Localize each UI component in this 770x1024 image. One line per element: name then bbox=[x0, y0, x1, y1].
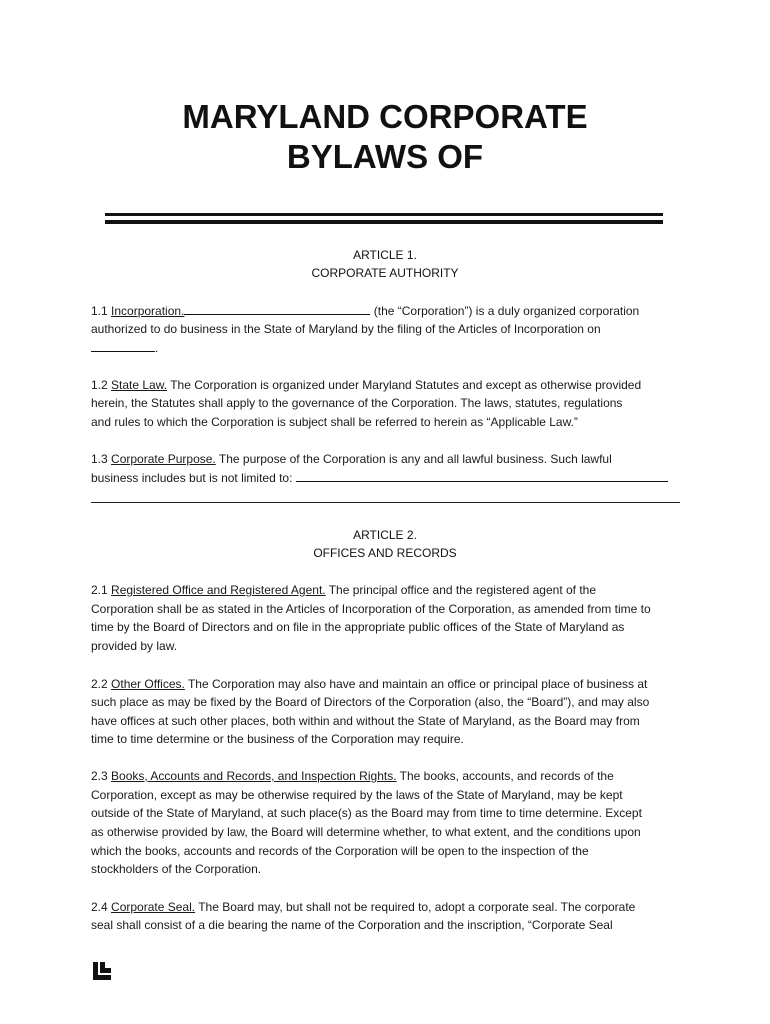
business-purpose-blank-line[interactable] bbox=[91, 502, 680, 503]
article-2-heading: OFFICES AND RECORDS bbox=[313, 546, 457, 560]
section-label: Other Offices. bbox=[111, 677, 185, 691]
section-2-4-line-1 bbox=[91, 899, 635, 915]
section-label: Corporate Purpose. bbox=[111, 452, 216, 466]
section-text: (the “Corporation”) is a duly organized corporation bbox=[370, 304, 640, 318]
section-label: State Law. bbox=[111, 378, 168, 392]
incorporation-date-blank[interactable] bbox=[91, 340, 155, 352]
document-title-line-2: BYLAWS OF bbox=[286, 138, 484, 175]
corporation-name-blank[interactable] bbox=[184, 303, 370, 315]
section-1-2-line-1 bbox=[91, 377, 641, 393]
section-2-1-line-1 bbox=[91, 582, 596, 598]
section-2-3-line-3: outside of the State of Maryland, at such place(s) as the Board may from time to time determine. Except bbox=[91, 806, 642, 820]
section-number: 1.2 bbox=[91, 378, 108, 392]
section-1-1-line-1 bbox=[91, 303, 639, 319]
section-1-1-line-3 bbox=[91, 340, 158, 356]
section-2-3-line-2: Corporation, except as may be otherwise required by the laws of the State of Maryland, may be kept bbox=[91, 788, 623, 802]
section-text: The Corporation may also have and maintain an office or principal place of business at bbox=[184, 677, 648, 691]
section-text: The principal office and the registered agent of the bbox=[325, 583, 597, 597]
document-title-line-1: MARYLAND CORPORATE bbox=[182, 98, 588, 135]
section-text: business includes but is not limited to: bbox=[91, 471, 296, 485]
article-2-number: ARTICLE 2. bbox=[353, 528, 417, 542]
article-1-heading: CORPORATE AUTHORITY bbox=[311, 266, 459, 280]
section-2-1-line-4: provided by law. bbox=[91, 639, 178, 653]
section-2-3-line-4: as otherwise provided by law, the Board will determine whether, to what extent, and the conditions upon bbox=[91, 825, 641, 839]
section-1-2-line-2: herein, the Statutes shall apply to the governance of the Corporation. The laws, statutes, regulations bbox=[91, 396, 623, 410]
section-2-1-line-3: time by the Board of Directors and on file in the appropriate public offices of the State of Maryland as bbox=[91, 620, 625, 634]
section-text: The purpose of the Corporation is any and all lawful business. Such lawful bbox=[215, 452, 612, 466]
legal-templates-logo-icon bbox=[93, 962, 111, 980]
section-label: Incorporation. bbox=[111, 304, 185, 318]
section-label: Registered Office and Registered Agent. bbox=[111, 583, 326, 597]
section-2-2-line-4: time to time determine or the business of the Corporation may require. bbox=[91, 732, 464, 746]
section-label: Books, Accounts and Records, and Inspection Rights. bbox=[111, 769, 397, 783]
section-number: 1.3 bbox=[91, 452, 108, 466]
section-text: . bbox=[155, 341, 159, 355]
section-2-2-line-3: have offices at such other places, both within and without the State of Maryland, as the Board may from bbox=[91, 714, 640, 728]
section-2-3-line-1 bbox=[91, 768, 614, 784]
section-2-3-line-5: which the books, accounts and records of the Corporation will be open to the inspection of the bbox=[91, 844, 589, 858]
title-divider-bottom bbox=[105, 220, 663, 224]
section-1-2-line-3: and rules to which the Corporation is subject shall be referred to herein as “Applicable Law.” bbox=[91, 415, 578, 429]
section-2-4-line-2: seal shall consist of a die bearing the name of the Corporation and the inscription, “Corporate Seal bbox=[91, 918, 613, 932]
section-2-2-line-1 bbox=[91, 676, 647, 692]
section-2-3-line-6: stockholders of the Corporation. bbox=[91, 862, 262, 876]
section-1-1-line-2: authorized to do business in the State of Maryland by the filing of the Articles of Incorporation on bbox=[91, 322, 601, 336]
section-number: 2.2 bbox=[91, 677, 108, 691]
section-number: 2.4 bbox=[91, 900, 108, 914]
section-text: The books, accounts, and records of the bbox=[396, 769, 614, 783]
section-number: 1.1 bbox=[91, 304, 108, 318]
business-purpose-blank[interactable] bbox=[296, 470, 668, 482]
section-number: 2.3 bbox=[91, 769, 108, 783]
section-text: The Board may, but shall not be required to, adopt a corporate seal. The corporate bbox=[195, 900, 636, 914]
section-1-3-line-1 bbox=[91, 451, 612, 467]
section-2-1-line-2: Corporation shall be as stated in the Articles of Incorporation of the Corporation, as amended from time to bbox=[91, 602, 651, 616]
section-2-2-line-2: such place as may be fixed by the Board of Directors of the Corporation (also, the “Board”), and may also bbox=[91, 695, 650, 709]
section-text: The Corporation is organized under Maryland Statutes and except as otherwise provided bbox=[167, 378, 642, 392]
title-divider-top bbox=[105, 213, 663, 216]
section-label: Corporate Seal. bbox=[111, 900, 196, 914]
article-1-number: ARTICLE 1. bbox=[353, 248, 417, 262]
section-number: 2.1 bbox=[91, 583, 108, 597]
section-1-3-line-2 bbox=[91, 470, 668, 486]
